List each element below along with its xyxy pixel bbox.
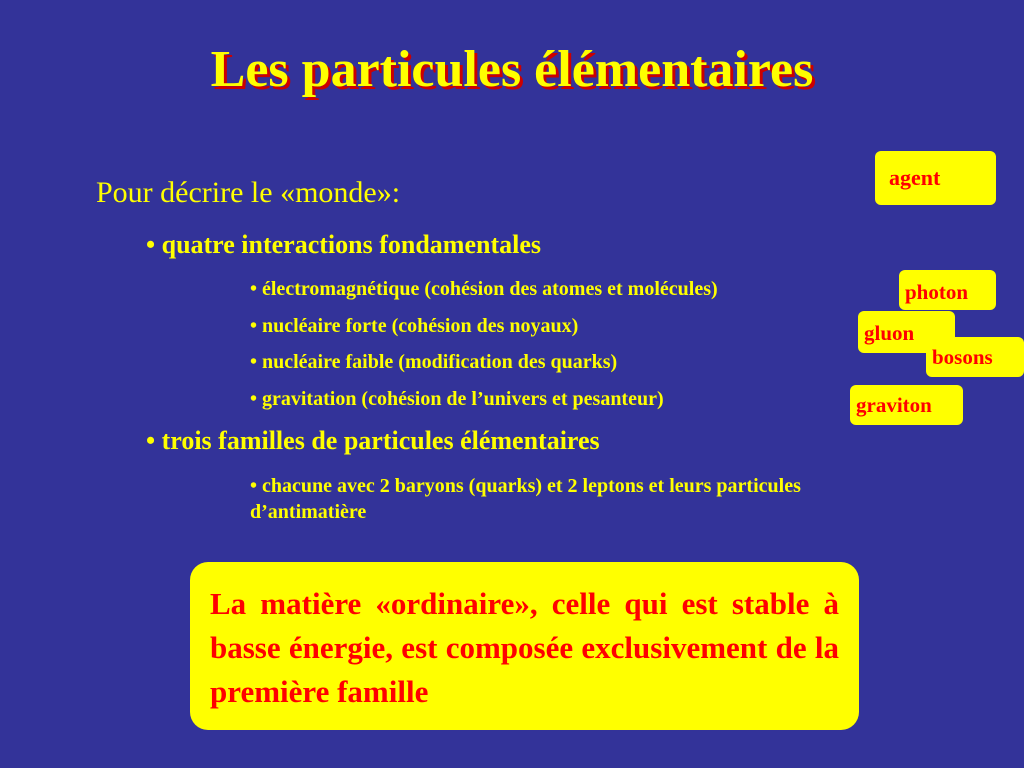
item-electromagnetic: • électromagnétique (cohésion des atomes et molécules)	[250, 278, 718, 300]
bullet-families: • trois familles de particules élémentaires	[146, 426, 600, 455]
slide-title: Les particules élémentaires	[210, 41, 814, 98]
tag-gluon: gluon	[858, 311, 955, 353]
item-weak-nuclear: • nucléaire faible (modification des quarks)	[250, 351, 618, 373]
tag-graviton: graviton	[850, 385, 963, 425]
item-strong-nuclear: • nucléaire forte (cohésion des noyaux)	[250, 315, 579, 337]
intro-text: Pour décrire le «monde»:	[96, 176, 401, 209]
tag-photon: photon	[899, 270, 996, 310]
item-gravitation: • gravitation (cohésion de l’univers et pesanteur)	[250, 388, 664, 410]
conclusion-box: La matière «ordinaire», celle qui est stable à basse énergie, est composée exclusivement de la première famille	[190, 562, 859, 730]
tag-agent: agent	[875, 151, 996, 205]
tag-bosons: bosons	[926, 337, 1024, 377]
bullet-interactions: • quatre interactions fondamentales	[146, 230, 541, 259]
item-families-detail: • chacune avec 2 baryons (quarks) et 2 leptons et leurs particules d’antimatière	[250, 475, 801, 523]
